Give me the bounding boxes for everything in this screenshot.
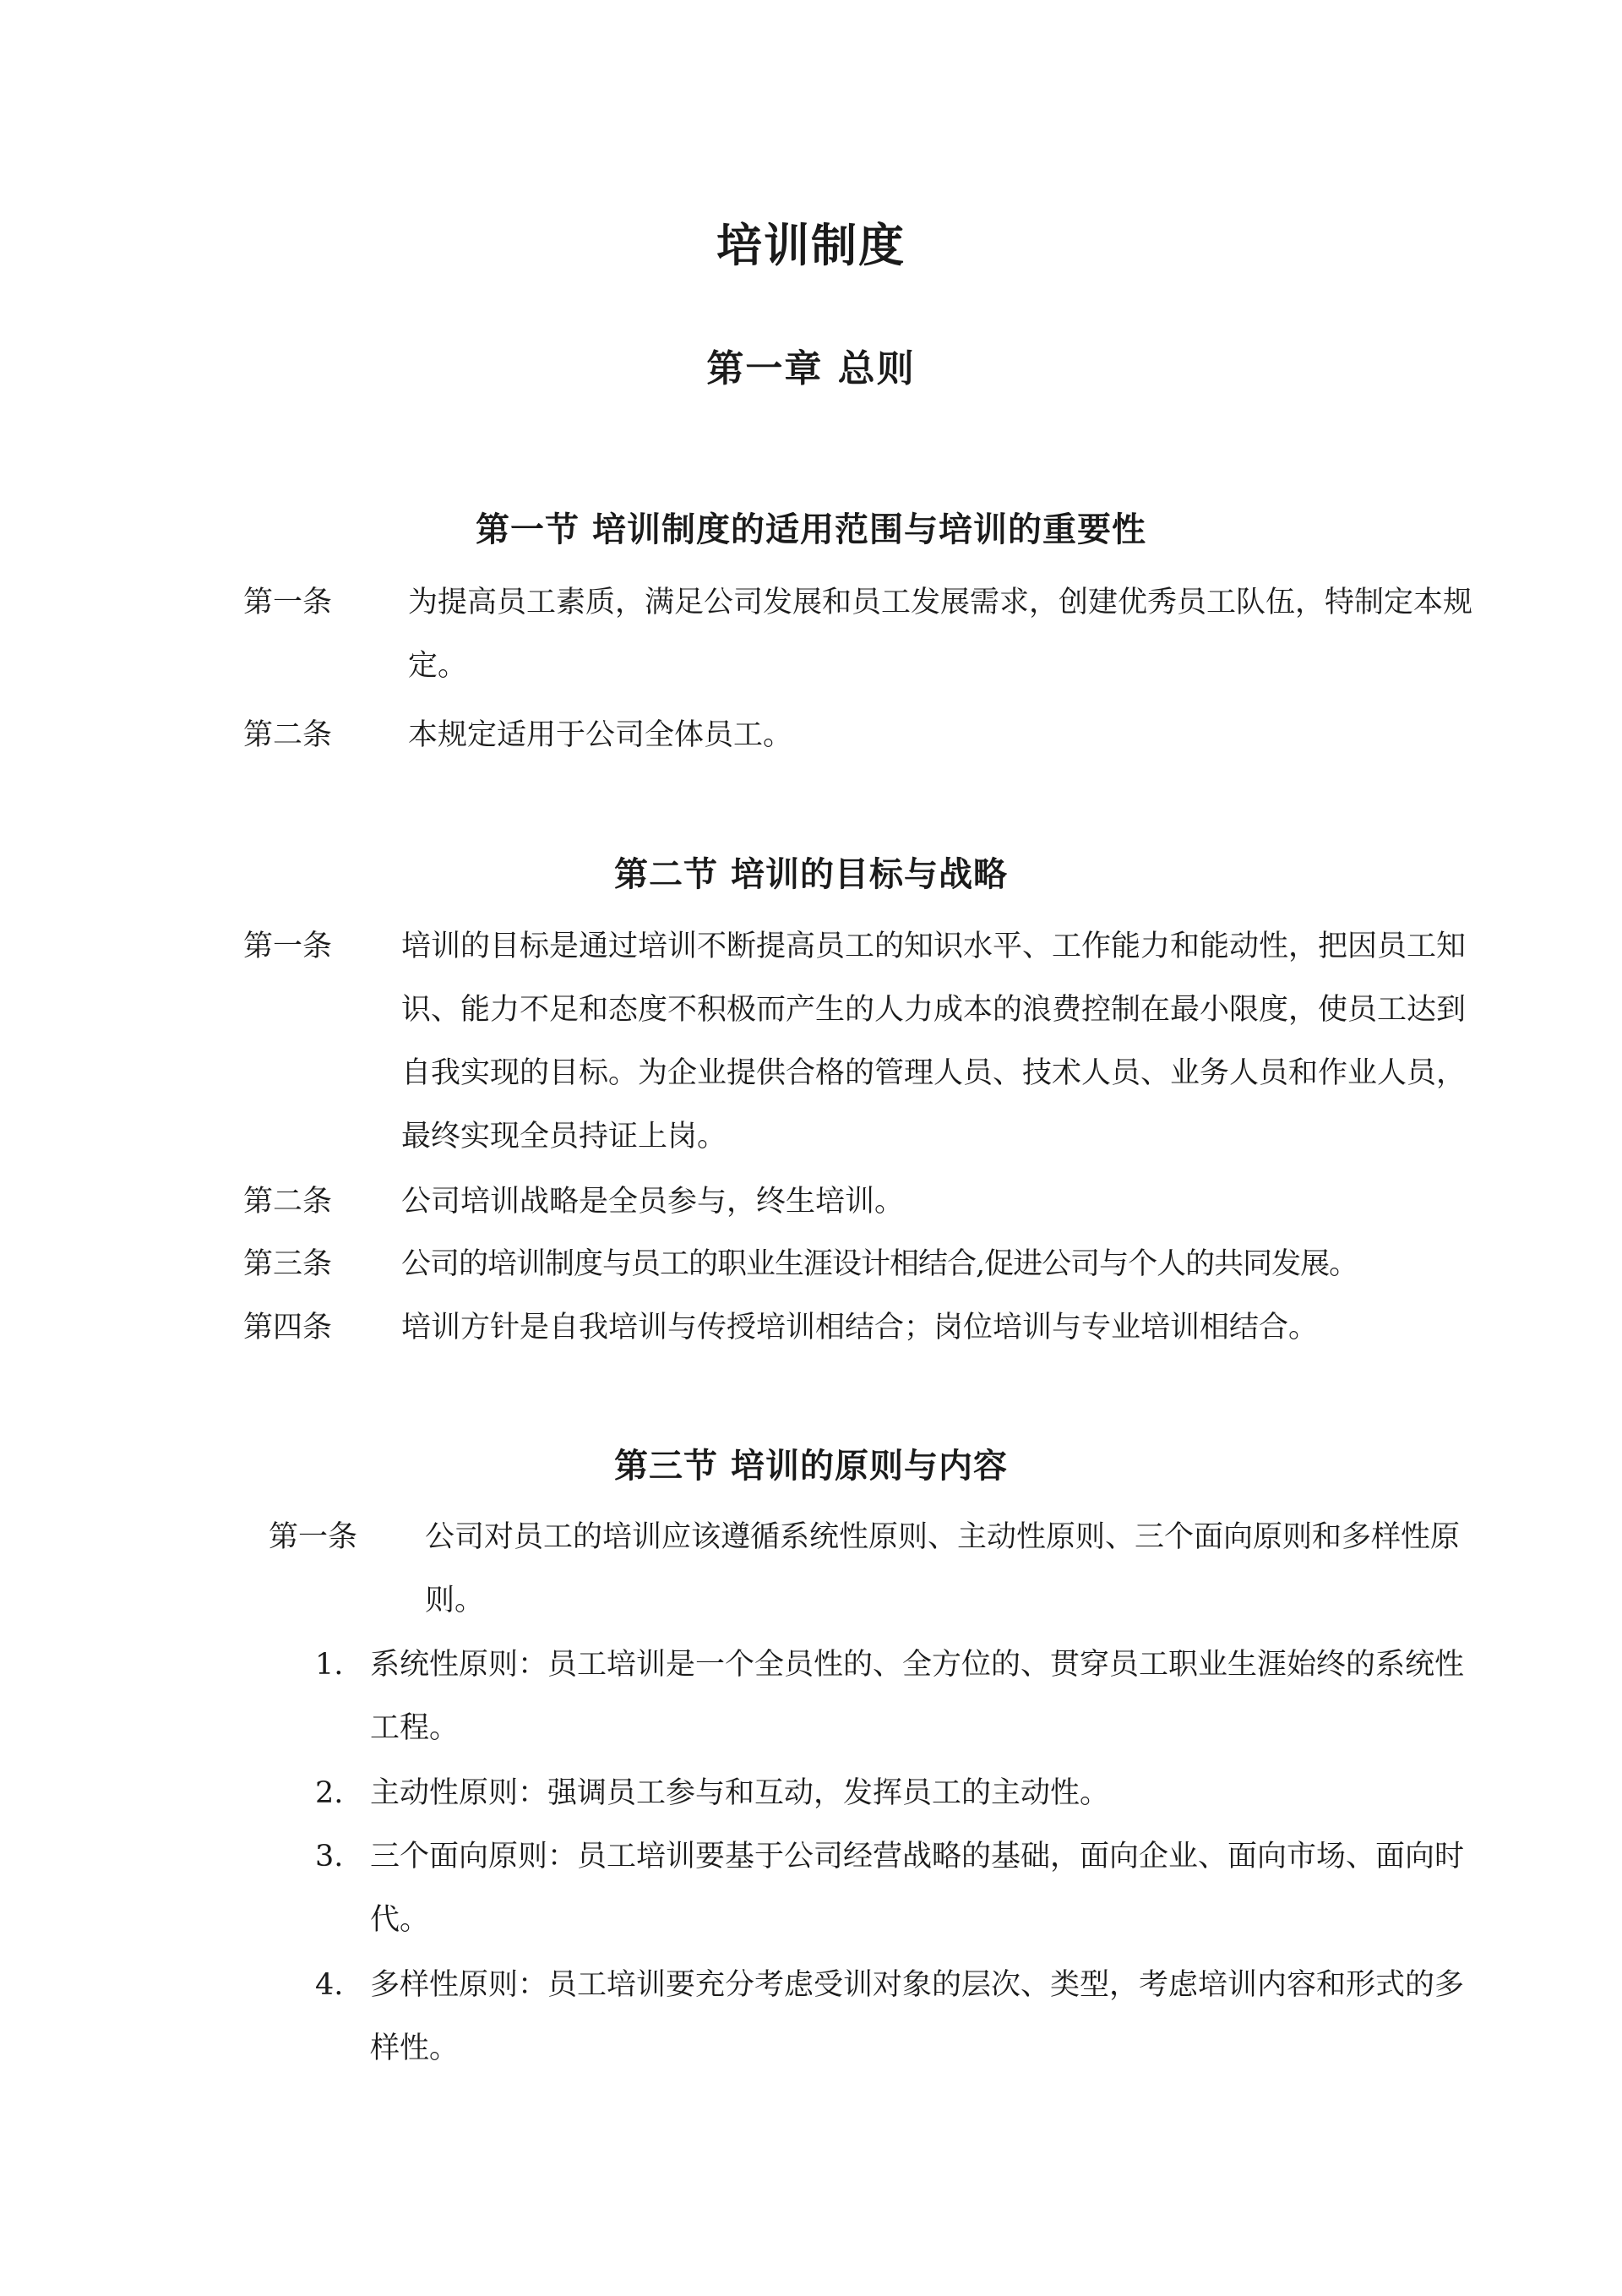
chapter-heading: 第一章 总则 xyxy=(706,347,916,390)
principle-item-2 xyxy=(315,1762,1489,1825)
article-text: 公司对员工的培训应该遵循系统性原则、主动性原则、三个面向原则和多样性原则。 xyxy=(425,1520,1461,1617)
section2-article-4 xyxy=(243,1296,1494,1360)
article-label: 第四条 xyxy=(243,1311,333,1344)
article-text: 本规定适用于公司全体员工。 xyxy=(408,718,793,752)
article-label: 第二条 xyxy=(243,1185,333,1219)
section-heading-3: 第三节 培训的原则与内容 xyxy=(614,1446,1008,1486)
article-label: 第一条 xyxy=(243,586,333,619)
article-text: 培训的目标是通过培训不断提高员工的知识水平、工作能力和能动性，把因员工知识、能力不足和态度不积极而产生的人力成本的浪费控制在最小限度，使员工达到自我实现的目标。为企业提供合格的管理人员、技术人员、业务人员和作业人员，最终实现全员持证上岗。 xyxy=(401,930,1467,1153)
principle-text: 三个面向原则：员工培训要基于公司经营战略的基础，面向企业、面向市场、面向时代。 xyxy=(370,1840,1465,1937)
principle-text: 主动性原则：强调员工参与和互动，发挥员工的主动性。 xyxy=(370,1776,1110,1810)
section1-article-2 xyxy=(243,704,1485,767)
principle-item-4 xyxy=(315,1954,1489,2081)
article-label: 第一条 xyxy=(243,930,333,963)
principle-number: 1. xyxy=(315,1648,344,1682)
principle-number: 4. xyxy=(315,1968,344,2002)
article-label: 第二条 xyxy=(243,718,333,752)
principle-text: 系统性原则：员工培训是一个全员性的、全方位的、贯穿员工职业生涯始终的系统性工程。 xyxy=(370,1648,1465,1745)
article-text: 公司培训战略是全员参与，终生培训。 xyxy=(401,1185,905,1219)
section2-article-1 xyxy=(243,915,1494,1169)
principle-item-1 xyxy=(315,1633,1489,1760)
principle-number: 3. xyxy=(315,1840,344,1873)
section2-article-3 xyxy=(243,1233,1494,1296)
section2-article-2 xyxy=(243,1170,1494,1234)
section3-article-1 xyxy=(269,1506,1485,1633)
article-text: 培训方针是自我培训与传授培训相结合；岗位培训与专业培训相结合。 xyxy=(401,1311,1319,1344)
principle-text: 多样性原则：员工培训要充分考虑受训对象的层次、类型，考虑培训内容和形式的多样性。 xyxy=(370,1968,1465,2065)
document-title: 培训制度 xyxy=(716,218,906,272)
principle-number: 2. xyxy=(315,1776,344,1810)
principle-item-3 xyxy=(315,1825,1489,1952)
article-text: 公司的培训制度与员工的职业生涯设计相结合,促进公司与个人的共同发展。 xyxy=(401,1247,1358,1281)
section1-article-1 xyxy=(243,571,1485,698)
article-label: 第一条 xyxy=(269,1520,358,1554)
section-heading-2: 第二节 培训的目标与战略 xyxy=(614,854,1008,894)
section-heading-1: 第一节 培训制度的适用范围与培训的重要性 xyxy=(476,510,1146,549)
article-text: 为提高员工素质，满足公司发展和员工发展需求，创建优秀员工队伍，特制定本规定。 xyxy=(408,586,1473,683)
article-label: 第三条 xyxy=(243,1247,333,1281)
